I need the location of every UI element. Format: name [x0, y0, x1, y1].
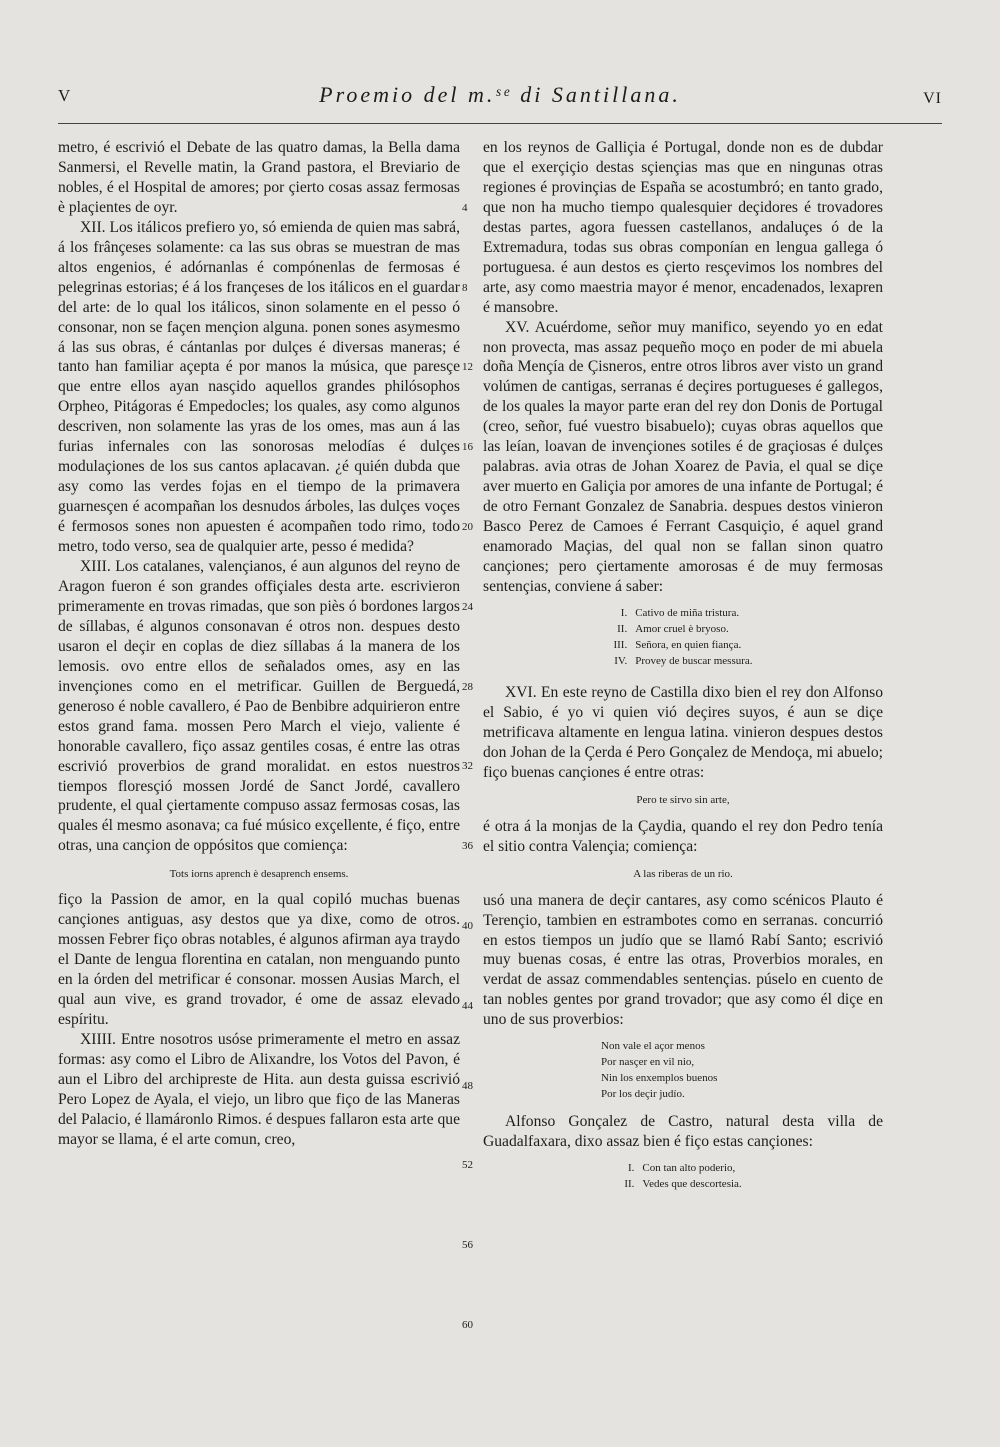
line-number: 56 [462, 1239, 473, 1252]
verse-number: I. [627, 1162, 635, 1175]
line-number: 24 [462, 600, 473, 613]
line-number: 44 [462, 999, 473, 1012]
line-number: 36 [462, 840, 473, 853]
line-number: 52 [462, 1159, 473, 1172]
line-number: 20 [462, 521, 473, 534]
verse-line: Non vale el açor menos [601, 1040, 705, 1053]
verse-stanza [601, 1038, 883, 1102]
running-title: Proemio del m.ˢᵉ di Santillana. [319, 82, 681, 107]
line-number: 4 [462, 201, 468, 214]
paragraph: fiço la Passion de amor, en la qual copiló muchas buenas cançiones antiguas, asy destos que ya dixe, como de otros. mossen Febrer fiço obras notables, é algunos afirman aya traydo el Dante de lengua florentina en catalan, non menguando punto en la órden del metrificar é consonar. mossen Ausias March, el qual aun vive, es grand trovador, é ome de assaz elevado espíritu. [58, 891, 460, 1029]
verse-incipit: Señora, en quien fiança. [635, 638, 742, 651]
paragraph: usó una manera de deçir cantares, asy como scénicos Plauto é Terençio, tambien en estrambotes como en serranas. concurrió en estos tiempos un judío que se llamó Rabí Santo; escrivió muy buenas cosas, é entre las otras, Proverbios morales, en verdat de assaz commendables sentençias. púselo en cuento de tan nobles gentes por grand trovador; que asy como él diçe en uno de sus proverbios: [483, 891, 883, 1029]
paragraph-xv: XV. Acuérdome, señor muy manifico, seyendo yo en edat non provecta, mas assaz pequeño moço en poder de mi abuela doña Mençía de Çisneros, entre otros libros aver visto un grand volúmen de cantigas, serranas é deçires portugueses é gallegos, de los quales la mayor parte eran del rey don Donis de Portugal (creo, señor, fué vuestro bisabuelo); cuyas obras aquellos que las leían, loavan de invençiones sotiles é de graçiosas é dulçes palabras. avia otras de Johan Xoarez de Pavia, el qual se diçe aver muerto en Galiçia por amores de una infante de Portugal; é de otro Fernant Gonzalez de Sanabria. despues destos vinieron Basco Perez de Camoes é Ferrant Casquiçio, é aquel grand enamorado Maçias, del qual non se fallan sinon quatro cançiones; pero çiertamente amorosas é de muy fermosas sentençias, conviene á saber: [483, 318, 883, 595]
verse-number: III. [613, 638, 628, 651]
line-number: 12 [462, 361, 473, 374]
paragraph: é otra á la monjas de la Çaydia, quando el rey don Pedro tenía el sitio contra Valençia; comiença: [483, 817, 883, 855]
verse-list-item [609, 605, 756, 621]
verse-quote: Tots iorns aprench è desaprench ensems. [169, 868, 349, 881]
verse-list-item [620, 1160, 745, 1176]
verse-number: II. [624, 1178, 635, 1191]
verse-quote: Pero te sirvo sin arte, [636, 793, 730, 806]
right-column [483, 138, 883, 1206]
paragraph-xii: XII. Los itálicos prefiero yo, só emienda de quien mas sabrá, á los frânçeses solamente: ca las sus obras se muestran de mas altos engenios, é adórnanlas é compónenlas de fermosas é pelegrinas estorias; é á los françeses de los itálicos en el guardar del arte: de lo qual los itálicos, sinon solamente en el pesso ó consonar, non se façen mençion alguna. ponen sones asymesmo á las sus obras, é cántanlas por dulçes é diversas maneras; é tanto han familiar açepta é por manos la música, que paresçe que entre ellos ayan nasçido aquellos grandes philósophos Orpheo, Pitágoras é Empedocles; los quales, asy como algunos descriven, non solamente las yras de los omes, mas aun á las furias infernales con las sonorosas melodías é dulçes modulaçiones de los sus cantos aplacavan. ¿é quién dubda que asy como las verdes fojas en el tiempo de la primavera guarnesçen é acompañan los desnudos árboles, las dulçes voçes é fermosos sones non apuesten é acompañen todo rimo, todo metro, todo verso, sea de qualquier arte, pesso é medida? [58, 218, 460, 556]
verse-incipit: Amor cruel è bryoso. [635, 622, 729, 635]
folio-right: VI [923, 90, 942, 107]
verse-list [483, 1160, 883, 1192]
folio-left: V [58, 86, 72, 105]
verse-line: Por nasçer en vil nio, [601, 1056, 695, 1069]
verse-incipit: Cativo de miña tristura. [635, 606, 740, 619]
verse-list-item [609, 637, 756, 653]
verse-incipit: Con tan alto poderio, [642, 1162, 736, 1175]
paragraph: Alfonso Gonçalez de Castro, natural desta villa de Guadalfaxara, dixo assaz bien é fiço estas cançiones: [483, 1113, 883, 1151]
line-number: 40 [462, 920, 473, 933]
line-number: 48 [462, 1079, 473, 1092]
verse-number: I. [620, 606, 628, 619]
page-header [58, 82, 942, 122]
line-number: 28 [462, 680, 473, 693]
verse-list [483, 605, 883, 669]
paragraph: metro, é escrivió el Debate de las quatro damas, la Bella dama Sanmersi, el Revelle matin, la Grand pastora, el Breviario de nobles, é el Hospital de amores; por çierto cosas assaz fermosas è plaçientes de oyr. [58, 139, 460, 216]
paragraph-xiii: XIII. Los catalanes, valençianos, é aun algunos del reyno de Aragon fueron é son grandes offiçiales desta arte. escrivieron primeramente en trovas rimadas, que son piès ó bordones largos de síllabas, é algunos consonavan é otros non. despues desto usaron el deçir en coplas de diez síllabas á la manera de los lemosis. ovo entre ellos de señalados omes, asy en las invençiones como en el metrificar. Guillen de Berguedá, generoso é noble cavallero, é Pao de Benbibre adquirieron entre estos grand fama. mossen Pero March el viejo, valiente é honorable cavallero, fiço assaz gentiles cosas, é entre las otras escrivió proverbios de grand moralidat. en estos nuestros tiempos floresçió mossen Jordé de Sanct Jordé, cavallero prudente, el qual çiertamente compuso assaz fermosas cosas, las quales él mesmo asonava; ca fué músico exçellente, é fiço, entre otras, una cançion de oppósitos que comiença: [58, 558, 460, 855]
verse-list-item [609, 653, 756, 669]
verse-list-item [620, 1176, 745, 1192]
verse-line: Por los deçir judío. [601, 1088, 685, 1101]
line-number: 60 [462, 1319, 473, 1332]
verse-incipit: Vedes que descortesia. [642, 1178, 742, 1191]
line-number: 16 [462, 441, 473, 454]
left-column [58, 138, 460, 1150]
paragraph: en los reynos de Galliçia é Portugal, donde non es de dubdar que el exerçiçio destas sçiençias mas que en ningunas otras regiones é provinçias de España se acostumbró; en tanto grado, que non ha mucho tiempo qualesquier deçidores é trovadores destas partes, agora fuessen castellanos, andaluçes ó de la Extremadura, todas sus obras componían en lengua gallega ó portuguesa. é aun destos es çierto resçevimos los nombres del arte, asy como maestria mayor é menor, encadenados, lexapren é mansobre. [483, 139, 883, 316]
line-number: 8 [462, 281, 468, 294]
verse-line: Nin los enxemplos buenos [601, 1072, 718, 1085]
header-rule [58, 123, 942, 124]
verse-number: II. [617, 622, 628, 635]
verse-number: IV. [614, 654, 628, 667]
paragraph-xiiii: XIIII. Entre nosotros usóse primeramente el metro en assaz formas: asy como el Libro de Alixandre, los Votos del Pavon, é aun el Libro del archipreste de Hita. aun desta guissa escrivió Pero Lopez de Ayala, el viejo, un libro que fiço de las Maneras del Palacio, é llamáronlo Rimos. é despues fallaron esta arte que mayor se llama, é el arte comun, creo, [58, 1030, 460, 1148]
paragraph-xvi: XVI. En este reyno de Castilla dixo bien el rey don Alfonso el Sabio, é yo vi quien vió deçires suyos, é aun se diçe metrificava altamente en lengua latina. vinieron despues destos don Johan de la Çerda é Pero Gonçalez de Mendoça, mi abuelo; fiço buenas cançiones é entre otras: [483, 683, 883, 781]
line-number: 32 [462, 760, 473, 773]
verse-quote: A las riberas de un rio. [633, 867, 733, 880]
verse-incipit: Provey de buscar messura. [635, 654, 753, 667]
verse-list-item [609, 621, 756, 637]
